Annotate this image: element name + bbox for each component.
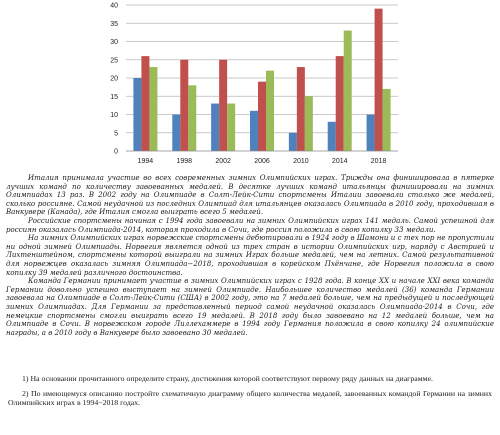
paragraph-russia: Российские спортсмены начиная с 1994 года завоевали на зимних Олимпийских играх 141 медаль. Самой успешной для россиян оказалась Олимпиада-2014, которая проходила в Сочи, где россия положила в свою копилку 33 медали. [6,215,494,234]
x-axis-ticks [138,158,387,165]
bar [141,56,149,151]
bar [133,78,141,151]
y-tick-label: 5 [114,130,118,138]
task-questions [8,374,492,414]
bar [149,67,157,151]
x-tick-label: 2014 [331,158,348,165]
bar [188,85,196,151]
bar [258,82,266,151]
bar [211,104,219,151]
medal-bar-chart [0,0,500,172]
x-tick-label: 1994 [137,158,154,165]
y-tick-label: 30 [110,39,118,46]
question-2: 2) По имеющемуся описанию постройте схематичную диаграмму общего количества медалей, завоеванных командой Германии на зимних Олимпийских играх в 1994−2018 годах. [8,389,492,408]
y-axis-ticks [110,3,118,156]
x-tick-label: 1998 [176,158,193,165]
bar [297,67,305,151]
bar [383,89,391,151]
x-tick-label: 2002 [215,158,231,165]
bar [219,60,227,151]
y-tick-label: 25 [110,57,118,65]
bar [250,111,258,151]
bar [172,115,180,152]
article-text [6,174,494,337]
y-tick-label: 35 [110,20,118,28]
bar [227,104,235,151]
bar [180,60,188,151]
bar [336,56,344,151]
bar [328,122,336,151]
paragraph-germany: Команда Германии принимает участие в зимних Олимпийских играх с 1928 года. В конце XX и начале XXI века команда Германии довольно успешно выступает на зимней Олимпиаде. Наибольшее количество медалей (36) команда Германии завоевала на Олимпиаде в Солт-Лейк-Сити (США) в 2002 году, это на 7 медалей больше, чем на предыдущей и последующей зимних Олимпиадах. Для Германии за представленный период самой неудачной оказалась Олимпиада-2014 в Сочи, где немецкие спортсмены смогли выиграть всего 19 медалей. В 2018 году было завоевано на 12 медалей больше, чем на Олимпиаде в Сочи. В норвежском городе Лиллехаммере в 1994 году Германия положила в свою копилку 24 олимпийские награды, а в 2010 году в Ванкувере было завоевано 30 медалей. [6,276,494,337]
bar [375,9,383,151]
question-1: 1) На основании прочитанного определите страну, достижения которой соответствуют первому ряду данных на диаграмме. [22,374,434,383]
y-tick-label: 15 [110,93,118,101]
bar [305,96,313,151]
bar [344,31,352,151]
bar [266,71,274,151]
chart-bars [133,9,390,151]
x-tick-label: 2018 [370,158,387,165]
paragraph-italy: Италия принимала участие во всех современных зимних Олимпийских играх. Трижды она финишировала в пятерке лучших команд по количеству завоеванных медалей. В десятке лучших команд итальянцы финишировали на зимних Олимпиадах 13 раз. В 2002 году на Олимпиаде в Солт-Лейк-Сити спортсмены Италии завоевали столько же медалей, сколько россияне. Самой неудачной из последних Олимпиад для итальянцев оказалась Олимпиада в 2010 году, проходившая в Ванкувере (Канада), где Италия смогла выиграть всего 5 медалей. [6,173,494,217]
bar [289,133,297,151]
y-tick-label: 10 [110,112,118,119]
y-tick-label: 0 [114,148,118,156]
x-tick-label: 2010 [293,158,309,165]
paragraph-norway: На зимних Олимпийских играх норвежские спортсмены дебютировали в 1924 году в Шамони и с тех пор не пропустили ни одной зимней Олимпиады. Норвегия является одной из трех стран в истории Олимпийских игр, наряду с Австрией и Лихтенштейном, спортсмены которой выиграли на зимних Играх больше медалей, чем на летних. Самой результативной для норвежцев оказалась зимняя Олимпиада−2018, проходившая в корейском Пхёнчане, где Норвегия положила в свою копилку 39 медалей различного достоинства. [6,233,494,277]
y-tick-label: 40 [110,2,118,10]
x-tick-label: 2006 [254,158,270,165]
bar [367,115,375,152]
y-tick-label: 20 [110,75,118,83]
